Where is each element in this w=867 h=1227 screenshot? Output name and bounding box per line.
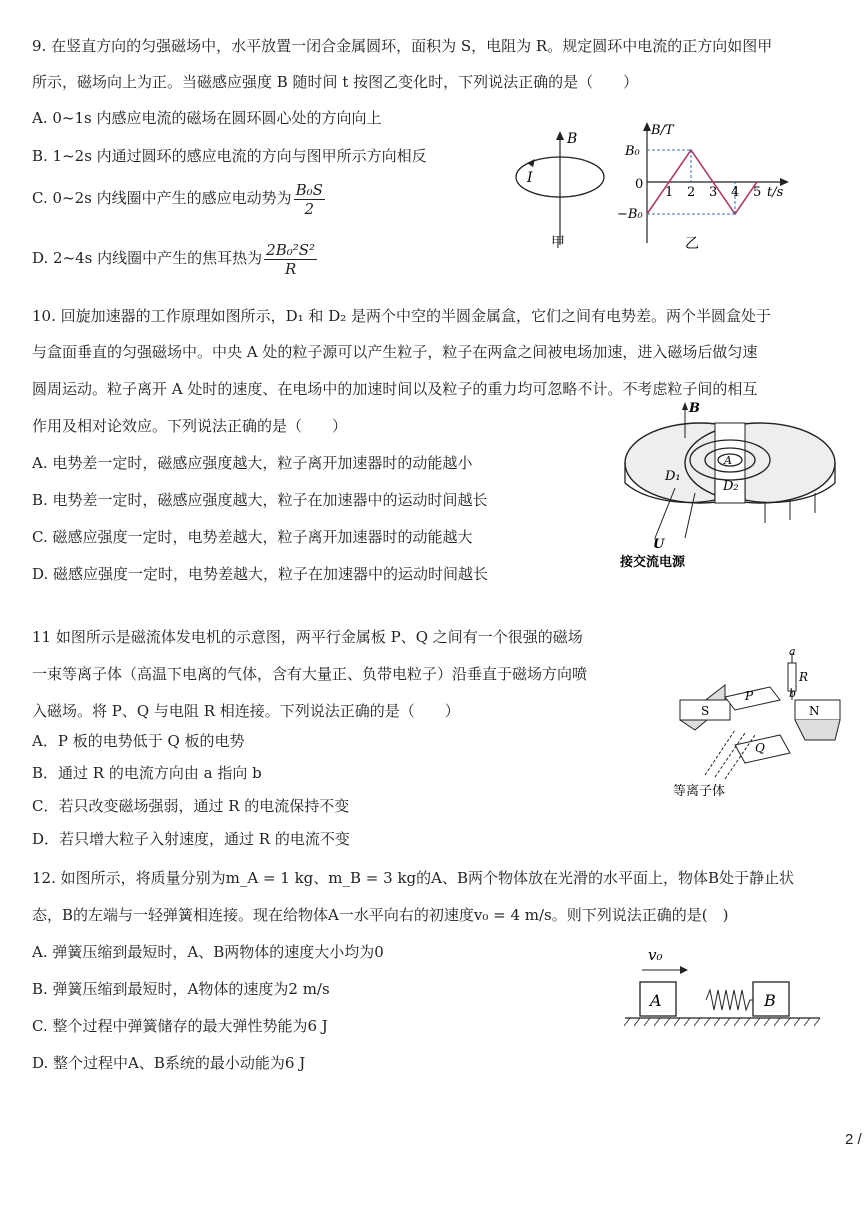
q11-mhd-generator-figure	[665, 645, 850, 805]
y-axis-label: B/T	[651, 123, 674, 138]
q9-figure-yi-chart	[615, 118, 790, 253]
q9-option-b: B. 1~2s 内通过圆环的感应电流的方向与图甲所示方向相反	[32, 147, 427, 165]
q12-option-b: B. 弹簧压缩到最短时，A物体的速度为2 m/s	[32, 980, 330, 998]
ground-hatch	[624, 1018, 820, 1026]
q9-stem-line2: 所示，磁场向上为正。当磁感应强度 B 随时间 t 按图乙变化时，下列说法正确的是（ ）	[32, 73, 639, 91]
label-r: R	[799, 670, 809, 684]
q10-option-a: A. 电势差一定时，磁感应强度越大，粒子离开加速器时的动能越小	[32, 454, 473, 472]
label-b: B	[567, 131, 578, 147]
x-tick-label-2: 2	[687, 185, 696, 200]
q12-blocks-spring-figure	[620, 940, 825, 1030]
q10-option-b: B. 电势差一定时，磁感应强度越大，粒子在加速器中的运动时间越长	[32, 491, 488, 509]
q10-option-d: D. 磁感应强度一定时，电势差越大，粒子在加速器中的运动时间越长	[32, 565, 489, 583]
q9-option-d-fraction	[264, 241, 317, 278]
dee-d2-top	[685, 423, 835, 503]
q12-option-d: D. 整个过程中A、B系统的最小动能为6 J	[32, 1054, 306, 1072]
x-tick-label-5: 5	[753, 185, 762, 200]
q12-stem-line2: 态，B的左端与一轻弹簧相连接。现在给物体A一水平向右的初速度v₀ = 4 m/s。则下列说法正确的是( )	[32, 906, 729, 924]
q10-stem-line4: 作用及相对论效应。下列说法正确的是（ ）	[32, 417, 348, 435]
q9-figure-jia	[505, 125, 615, 255]
q9-option-c-fraction	[294, 181, 325, 218]
label-n: N	[809, 704, 820, 718]
q12-stem-line1: 12. 如图所示，将质量分别为m_A = 1 kg、m_B = 3 kg的A、B两个物体放在光滑的水平面上，物体B处于静止状	[32, 869, 795, 887]
q10-option-c: C. 磁感应强度一定时，电势差越大，粒子离开加速器时的动能越大	[32, 528, 473, 546]
q10-cyclotron-figure	[615, 398, 845, 576]
q9-option-c	[32, 176, 327, 220]
label-v0: v₀	[648, 946, 663, 964]
plasma-beam-1	[705, 730, 735, 775]
q12-option-c: C. 整个过程中弹簧储存的最大弹性势能为6 J	[32, 1017, 328, 1035]
label-p: P	[745, 689, 754, 703]
b-field-arrowhead	[556, 131, 564, 140]
neg-b0-label: −B₀	[617, 207, 643, 222]
q11-stem-line3: 入磁场。将 P、Q 与电阻 R 相连接。下列说法正确的是（ ）	[32, 702, 460, 720]
q11-option-c: C．若只改变磁场强弱，通过 R 的电流保持不变	[32, 797, 350, 815]
label-b: b	[789, 687, 797, 700]
q10-stem-line1: 10. 回旋加速器的工作原理如图所示，D₁ 和 D₂ 是两个中空的半圆金属盒，它们之间有电势差。两个半圆盒处于	[32, 307, 772, 325]
label-q: Q	[755, 741, 765, 755]
page-number: 2 /	[845, 1131, 862, 1148]
magnet-n-side	[795, 720, 840, 740]
q9-option-d-denominator: R	[284, 259, 297, 278]
q9-option-d-text: D. 2~4s 内线圈中产生的焦耳热为	[32, 249, 263, 267]
b-field-arrowhead	[682, 402, 688, 410]
caption-ac-source: 接交流电源	[620, 554, 686, 569]
b0-label: B₀	[625, 144, 640, 159]
q11-stem-line1: 11 如图所示是磁流体发电机的示意图，两平行金属板 P、Q 之间有一个很强的磁场	[32, 628, 583, 646]
q10-stem-line3: 圆周运动。粒子离开 A 处时的速度、在电场中的加速时间以及粒子的重力均可忽略不计。不考虑粒子间的相互	[32, 380, 758, 398]
q12-option-a: A. 弹簧压缩到最短时，A、B两物体的速度大小均为0	[32, 943, 384, 961]
q10-stem-line2: 与盒面垂直的匀强磁场中。中央 A 处的粒子源可以产生粒子，粒子在两盒之间被电场加速，进入磁场后做匀速	[32, 343, 758, 361]
caption-yi: 乙	[685, 236, 699, 252]
label-d2: D₂	[723, 479, 739, 494]
q9-option-d	[32, 236, 319, 280]
label-block-a: A	[650, 991, 662, 1010]
q9-option-a: A. 0~1s 内感应电流的磁场在圆环圆心处的方向向上	[32, 109, 382, 127]
q11-option-b: B．通过 R 的电流方向由 a 指向 b	[32, 764, 262, 782]
q9-option-d-numerator: 2B₀²S²	[266, 240, 316, 259]
velocity-arrowhead	[680, 966, 688, 974]
origin-label: 0	[635, 177, 644, 192]
y-axis-arrowhead	[643, 122, 651, 131]
x-tick-label-3: 3	[709, 185, 718, 200]
label-s: S	[701, 704, 710, 718]
x-tick-label-1: 1	[665, 185, 674, 200]
label-i: I	[527, 170, 533, 186]
spring	[706, 990, 753, 1010]
label-u: U	[653, 537, 665, 552]
label-block-b: B	[764, 991, 776, 1010]
q11-option-a: A．P 板的电势低于 Q 板的电势	[32, 732, 245, 750]
label-a: a	[789, 645, 796, 658]
q11-stem-line2: 一束等离子体（高温下电离的气体，含有大量正、负带电粒子）沿垂直于磁场方向喷	[32, 665, 588, 683]
x-axis-label: t/s	[767, 185, 784, 200]
q9-stem-line1: 9. 在竖直方向的匀强磁场中，水平放置一闭合金属圆环，面积为 S，电阻为 R。规定圆环中电流的正方向如图甲	[32, 37, 773, 55]
label-d1: D₁	[665, 469, 681, 484]
caption-plasma: 等离子体	[673, 784, 726, 799]
label-b: B	[689, 401, 700, 416]
label-a: A	[724, 454, 732, 467]
x-tick-label-4: 4	[731, 185, 740, 200]
caption-jia: 甲	[551, 235, 565, 251]
q9-option-c-denominator: 2	[304, 199, 315, 218]
q9-option-c-numerator: B₀S	[295, 180, 323, 199]
q9-option-c-text: C. 0~2s 内线圈中产生的感应电动势为	[32, 189, 292, 207]
current-direction-arrow	[527, 159, 535, 167]
q11-option-d: D．若只增大粒子入射速度，通过 R 的电流不变	[32, 830, 350, 848]
